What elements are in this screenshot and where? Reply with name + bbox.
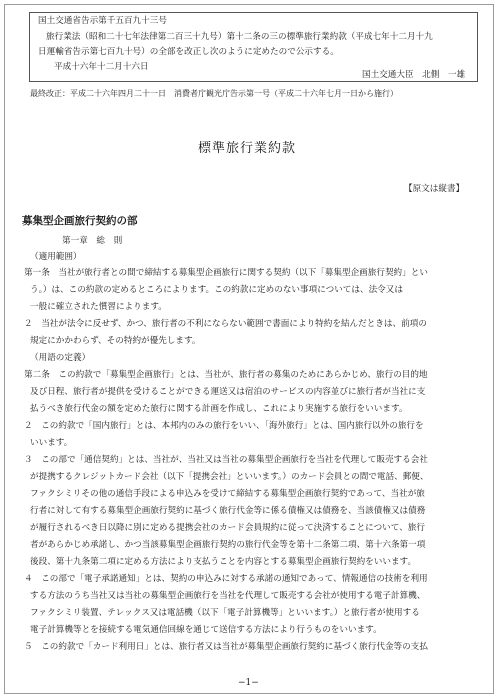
- article-1-line: 規定にかかわらず、その特約が優先します。: [30, 336, 201, 346]
- section-heading-definitions: （用語の定義）: [30, 353, 91, 363]
- article-2-line: 行者に対して有する募集型企画旅行契約に基づく旅行代金等に係る債権又は債務を、当該債権又は債務: [30, 506, 426, 516]
- page-number: −1−: [238, 678, 259, 688]
- notice-signature: 国土交通大臣 北側 一雄: [362, 70, 466, 80]
- article-1-line: 第一条 当社が旅行者との間で締結する募集型企画旅行に関する契約（以下「募集型企画旅行契約」とい: [24, 268, 428, 278]
- notice-date: 平成十六年十二月十六日: [54, 62, 149, 72]
- part-heading: 募集型企画旅行契約の部: [22, 215, 138, 227]
- article-2-line: 後段、第十九条第二項に定める方法により支払うことを内容とする募集型企画旅行契約をいいます。: [30, 557, 417, 567]
- notice-number: 国土交通省告示第千五百九十三号: [38, 16, 167, 26]
- article-2-line: が履行されるべき日以降に別に定める提携会社のカード会員規約に従って決済することについて、旅行: [30, 523, 425, 533]
- article-2-line: 者があらかじめ承諾し、かつ当該募集型企画旅行契約の旅行代金等を第十二条第二項、第十六条第一項: [30, 540, 426, 550]
- article-2-line: ３ この部で「通信契約」とは、当社が、当社又は当社の募集型企画旅行を当社を代理して販売する会社: [24, 455, 428, 465]
- article-2-line: 電子計算機等とを接続する電気通信回線を通じて送信する方法により行うものをいいます。: [30, 625, 382, 635]
- notice-body-line-2: 日運輸省告示第七百九十号）の全部を改正し次のように定めたので公示する。: [38, 47, 339, 57]
- article-2-line: 及び日程、旅行者が提供を受けることができる運送又は宿泊のサービスの内容並びに旅行者が当社に支: [30, 387, 426, 397]
- notice-body-line-1: 旅行業法（昭和二十七年法律第二百三十九号）第十二条の三の標準旅行業約款（平成七年十二月十九: [46, 32, 433, 42]
- article-2-line: ４ この部で「電子承諾通知」とは、契約の申込みに対する承諾の通知であって、情報通信の技術を利用: [24, 574, 428, 584]
- article-2-line: 第二条 この約款で「募集型企画旅行」とは、当社が、旅行者の募集のためにあらかじめ、旅行の目的地: [24, 370, 428, 380]
- article-1-line: ２ 当社が法令に反せず、かつ、旅行者の不利にならない範囲で書面により特約を結んだときは、前項の: [24, 319, 427, 329]
- revision-note: 最終改正：平成二十六年四月二十一日 消費者庁観光庁告示第一号（平成二十六年七月一日から施行）: [30, 89, 398, 98]
- article-2-line: ファクシミリ装置、テレックス又は電話機（以下「電子計算機等」といいます。）と旅行者が使用する: [30, 608, 420, 618]
- article-2-line: が提携するクレジットカード会社（以下「提携会社」といいます。）のカード会員との間で電話、郵便、: [30, 472, 429, 482]
- original-format-note: 【原文は縦書】: [404, 184, 465, 194]
- article-1-line: 一般に確立された慣習によります。: [30, 302, 167, 312]
- article-2-line: いいます。: [30, 438, 73, 448]
- article-2-line: ２ この約款で「国内旅行」とは、本邦内のみの旅行をいい、「海外旅行」とは、国内旅行以外の旅行を: [24, 421, 424, 431]
- document-title: 標準旅行業約款: [198, 141, 297, 156]
- article-2-line: ファクシミリその他の通信手段による申込みを受けて締結する募集型企画旅行契約であって、当社が旅: [30, 489, 425, 499]
- article-2-line: 払うべき旅行代金の額を定めた旅行に関する計画を作成し、これにより実施する旅行をいいます。: [30, 404, 408, 414]
- article-1-line: う。）は、この約款の定めるところによります。この約款に定めのない事項については、法令又は: [30, 285, 403, 295]
- section-heading-scope: （適用範囲）: [30, 252, 82, 262]
- article-2-line: する方法のうち当社又は当社の募集型企画旅行を当社を代理して販売する会社が使用する電子計算機、: [30, 591, 426, 601]
- article-2-line: ５ この約款で「カード利用日」とは、旅行者又は当社が募集型企画旅行契約に基づく旅行代金等の支払: [24, 642, 428, 652]
- chapter-heading: 第一章 総 則: [62, 236, 123, 246]
